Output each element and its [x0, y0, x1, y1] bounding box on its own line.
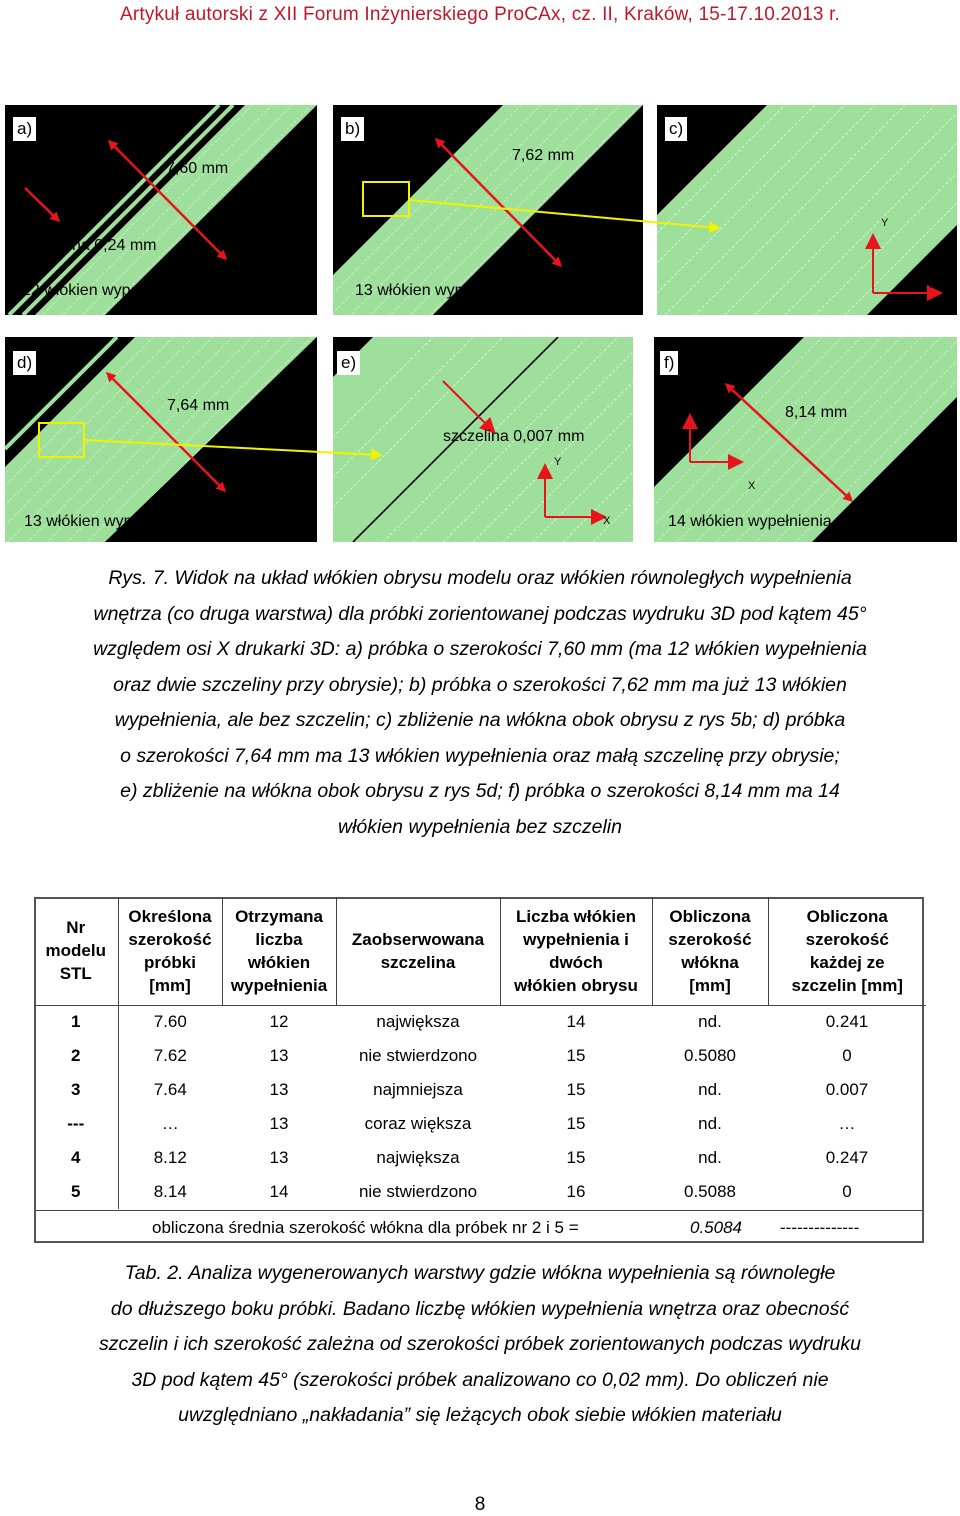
table-cell: …: [161, 1114, 179, 1133]
panel-a-label: a): [13, 117, 36, 141]
figure-caption-line: o szerokości 7,64 mm ma 13 włókien wypełnienia oraz małą szczelinę przy obrysie;: [120, 744, 840, 767]
table-cell: nd.: [698, 1114, 722, 1133]
model-number-cell: 5: [34, 1175, 118, 1209]
table-cell: 0.241: [825, 1012, 869, 1032]
table-cell: największa: [376, 1012, 460, 1032]
table-cell: 0: [842, 1046, 852, 1065]
table-cell: 12: [269, 1012, 289, 1032]
table-cell: 15: [566, 1046, 586, 1065]
header-cell: Obliczona szerokość włókna [mm]: [652, 897, 768, 1005]
header-cell: Określona szerokość próbki [mm]: [118, 897, 222, 1005]
table-cell: 8.12: [153, 1148, 187, 1167]
panel-b-label: b): [341, 117, 364, 141]
table-cell: 8.14: [153, 1182, 187, 1201]
table-cell: najmniejsza: [373, 1080, 463, 1099]
table-cell: 14: [269, 1182, 289, 1201]
panel-f-axis-y: Y: [702, 420, 710, 432]
panel-e-axis-y: Y: [554, 456, 562, 468]
panel-c-axis-y: Y: [881, 217, 889, 229]
table-cell: nd.: [698, 1012, 722, 1032]
table-cell: coraz większa: [364, 1114, 472, 1133]
table-header-row: [34, 897, 926, 1005]
table-summary-row: [36, 1210, 922, 1244]
results-table: [34, 897, 926, 1209]
figure-caption-line: wnętrza (co druga warstwa) dla próbki zorientowanej podczas wydruku 3D pod kątem 45°: [93, 602, 867, 625]
model-number-cell: 1: [34, 1005, 118, 1039]
figure-caption: [0, 561, 960, 845]
panel-a-width-text: 7,60 mm: [166, 160, 229, 177]
table-row: [34, 1107, 926, 1141]
panel-f-axis-x: X: [748, 480, 756, 492]
table-cell: największa: [376, 1148, 460, 1167]
table-caption: [0, 1256, 960, 1434]
panel-e-gap-text: szczelina 0,007 mm: [443, 428, 585, 445]
table-cell: 7.62: [153, 1046, 187, 1065]
page-number: 8: [474, 1494, 486, 1515]
header-cell: Otrzymana liczba włókien wypełnienia: [222, 897, 336, 1005]
panel-d-label: d): [13, 351, 36, 375]
page-header: Artykuł autorski z XII Forum Inżynierskiego ProCAx, cz. II, Kraków, 15-17.10.2013 r.: [119, 4, 841, 25]
header-cell: Obliczona szerokość każdej ze szczelin [mm]: [791, 906, 903, 995]
table-caption-line: Tab. 2. Analiza wygenerowanych warstwy gdzie włókna wypełnienia są równoległe: [124, 1262, 836, 1284]
table-row: [34, 1073, 926, 1107]
table-cell: 0.007: [825, 1080, 869, 1099]
panel-e-label: e): [337, 351, 360, 375]
panel-e-axis-x: X: [603, 515, 611, 527]
table-caption-line: 3D pod kątem 45° (szerokości próbek analizowano co 0,02 mm). Do obliczeń nie: [131, 1368, 829, 1391]
figure-caption-line: oraz dwie szczeliny przy obrysie); b) próbka o szerokości 7,62 mm ma już 13 włókien: [113, 673, 847, 696]
model-number-cell: 2: [34, 1039, 118, 1073]
table-cell: nd.: [698, 1148, 722, 1167]
table-cell: 13: [269, 1114, 289, 1133]
figure-caption-line: włókien wypełnienia bez szczelin: [338, 815, 622, 838]
figure-caption-line: względem osi X drukarki 3D: a) próbka o szerokości 7,60 mm (ma 12 włókien wypełnienia: [93, 638, 867, 660]
table-cell: 15: [566, 1080, 586, 1099]
table-cell: 0.5088: [684, 1182, 736, 1201]
table-cell: nd.: [698, 1080, 722, 1099]
model-number-cell: 3: [34, 1073, 118, 1107]
summary-label: obliczona średnia szerokość włókna dla próbek nr 2 i 5 =: [152, 1218, 579, 1237]
summary-dash: --------------: [780, 1218, 860, 1237]
table-cell: 15: [566, 1148, 586, 1167]
table-row: [34, 1141, 926, 1175]
figure-annotations: [0, 0, 960, 560]
table-cell: 7.60: [153, 1012, 187, 1032]
model-number-cell: 4: [34, 1141, 118, 1175]
table-cell: 7.64: [153, 1080, 187, 1099]
panel-d-fill-text: 13 włókien wypełnienia: [24, 513, 188, 530]
table-caption-line: szczelin i ich szerokość zależna od szerokości próbek zorientowanych podczas wydruku: [99, 1333, 861, 1355]
table-row: [34, 1175, 926, 1209]
table-cell: 13: [269, 1080, 289, 1099]
summary-value: 0.5084: [690, 1218, 742, 1237]
panel-f-label: f): [660, 351, 678, 375]
header-cell: Nr modelu STL: [34, 897, 118, 1005]
figure-caption-line: e) zbliżenie na włókna obok obrysu z rys 5d; f) próbka o szerokości 8,14 mm ma 14: [120, 780, 840, 802]
table-cell: 15: [566, 1114, 586, 1133]
table-cell: 16: [566, 1182, 586, 1201]
table-caption-line: uwzględniano „nakładania” się leżących obok siebie włókien materiału: [178, 1404, 782, 1426]
figure-caption-line: wypełnienia, ale bez szczelin; c) zbliżenie na włókna obok obrysu z rys 5b; d) próbka: [114, 709, 846, 731]
panel-c-label: c): [665, 117, 687, 141]
table-cell: 13: [269, 1046, 289, 1065]
table-cell: 0.5080: [684, 1046, 736, 1065]
table-cell: 0.247: [825, 1148, 869, 1167]
table-cell: 0: [842, 1182, 852, 1201]
figure-caption-line: Rys. 7. Widok na układ włókien obrysu modelu oraz włókien równoległych wypełnienia: [108, 567, 852, 589]
table-cell: 13: [269, 1148, 289, 1167]
panel-a-fill-text: 12 włókien wypełnienia: [22, 282, 186, 299]
table-row: [34, 1005, 926, 1039]
header-cell: Zaobserwowana szczelina: [336, 897, 500, 1005]
panel-b-width-text: 7,62 mm: [512, 147, 575, 164]
panel-f-fill-text: 14 włókien wypełnienia: [668, 513, 832, 530]
model-number-cell: ---: [34, 1107, 118, 1141]
panel-b-fill-text: 13 włókien wypełnienia: [355, 282, 519, 299]
table-cell: …: [838, 1114, 856, 1133]
panel-a-gap-text: szczelina 0,24 mm: [24, 237, 157, 254]
table-cell: 14: [566, 1012, 586, 1032]
panel-f-width-text: 8,14 mm: [785, 404, 848, 421]
table-caption-line: do dłuższego boku próbki. Badano liczbę włókien wypełnienia wnętrza oraz obecność: [110, 1297, 850, 1320]
panel-c-axis-x: X: [929, 279, 937, 291]
header-cell: Liczba włókien wypełnienia i dwóch włókien obrysu: [500, 897, 652, 1005]
table-cell: nie stwierdzono: [358, 1046, 478, 1065]
panel-d-width-text: 7,64 mm: [167, 397, 230, 414]
table-cell: nie stwierdzono: [358, 1182, 478, 1201]
table-row: [34, 1039, 926, 1073]
